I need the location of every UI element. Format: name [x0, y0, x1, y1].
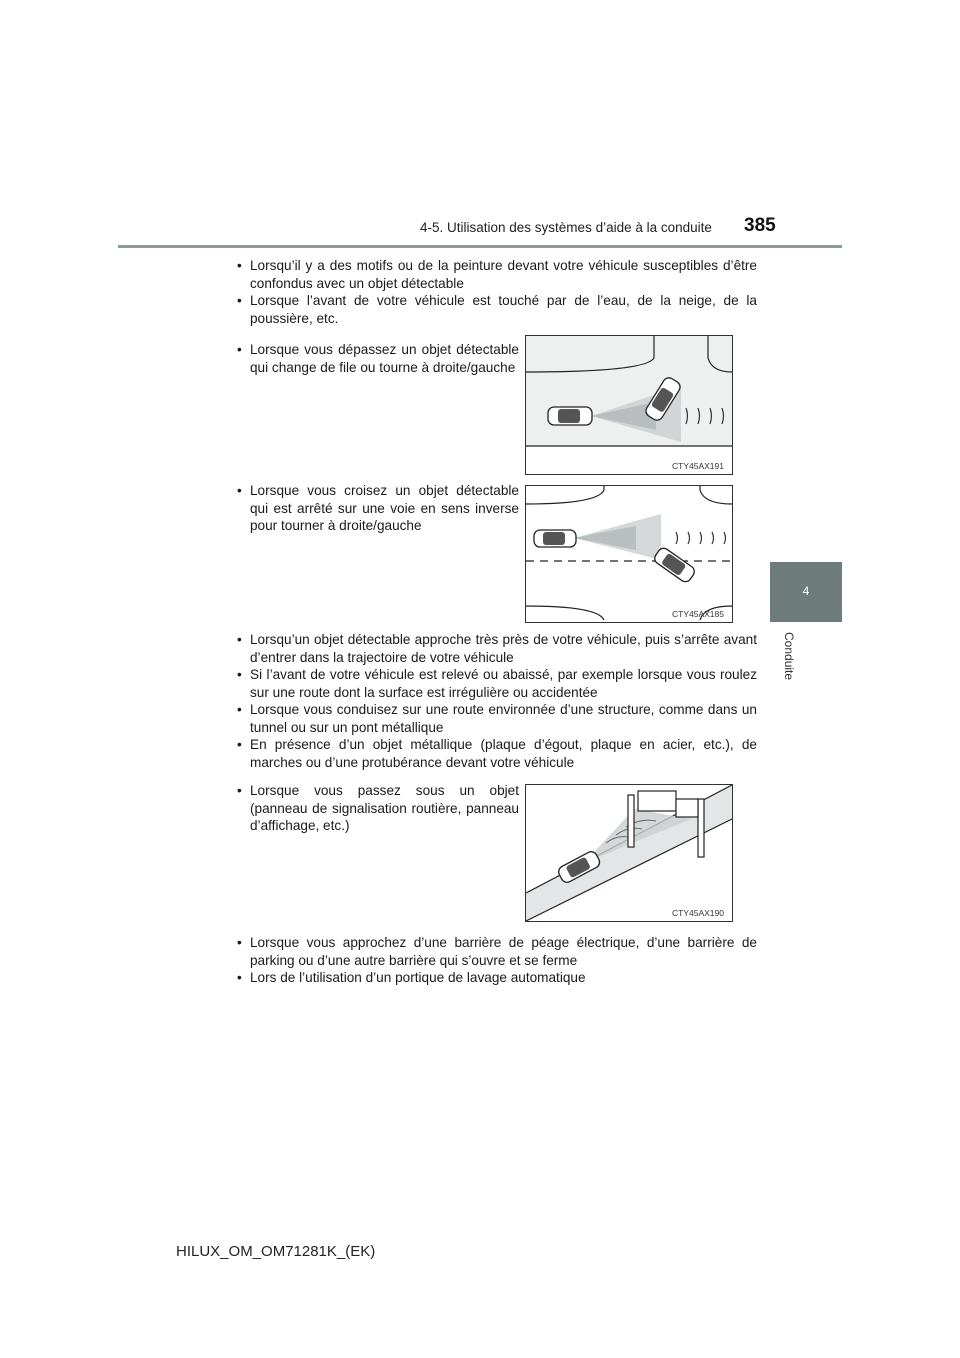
- section-title: 4-5. Utilisation des systèmes d’aide à la conduite: [420, 220, 712, 235]
- bullet-item: • Lorsqu’un objet détectable approche très près de votre véhicule, puis s’arrête avant d’entrer dans la trajectoire de votre véhicule: [237, 631, 757, 666]
- bullet-item: • Lorsqu’il y a des motifs ou de la peinture devant votre véhicule susceptibles d’être confondus avec un objet détectable: [237, 257, 757, 292]
- oncoming-vehicle-illustration: [526, 486, 732, 622]
- figure-item-text: • Lorsque vous croisez un objet détectable qui est arrêté sur une voie en sens inverse pour tourner à droite/gauche: [237, 482, 519, 535]
- header-divider: [118, 245, 842, 248]
- document-id: HILUX_OM_OM71281K_(EK): [176, 1243, 376, 1260]
- figure-item-text: • Lorsque vous passez sous un objet (panneau de signalisation routière, panneau d’affichage, etc.): [237, 782, 519, 835]
- own-vehicle-icon: [548, 407, 592, 425]
- overhead-sign-illustration: [526, 785, 732, 921]
- page-number: 385: [744, 215, 776, 236]
- chapter-tab[interactable]: [770, 562, 842, 622]
- chapter-number: 4: [802, 584, 810, 598]
- bullet-item: • Lorsque vous approchez d’une barrière de péage électrique, d’une barrière de parking ou d’une autre barrière qui s’ouvre et se ferme: [237, 934, 757, 969]
- chapter-label: [776, 632, 836, 692]
- figure-caption: CTY45AX185: [672, 609, 724, 619]
- figure-caption: CTY45AX191: [672, 461, 724, 471]
- figure-oncoming-turning-vehicle: [525, 485, 733, 623]
- passing-vehicle-illustration: [526, 336, 732, 474]
- bullet-item: • Lorsque l’avant de votre véhicule est touché par de l’eau, de la neige, de la poussière, etc.: [237, 292, 757, 327]
- target-vehicle-icon: [652, 546, 696, 584]
- bullet-item: • Lorsque vous conduisez sur une route environnée d’une structure, comme dans un tunnel ou sur un pont métallique: [237, 701, 757, 736]
- bullet-item: • En présence d’un objet métallique (plaque d’égout, plaque en acier, etc.), de marches ou d’une protubérance devant votre véhicule: [237, 736, 757, 771]
- bullet-item: • Si l’avant de votre véhicule est relevé ou abaissé, par exemple lorsque vous roulez sur une route dont la surface est irrégulière ou accidentée: [237, 666, 757, 701]
- chapter-label-text: Conduite: [782, 632, 796, 681]
- own-vehicle-icon: [534, 530, 576, 547]
- figure-caption: CTY45AX190: [672, 908, 724, 918]
- figure-passing-vehicle: [525, 335, 733, 475]
- figure-item-text: • Lorsque vous dépassez un objet détectable qui change de file ou tourne à droite/gauche: [237, 341, 519, 376]
- figure-overhead-sign: [525, 784, 733, 922]
- bullet-item: • Lors de l’utilisation d’un portique de lavage automatique: [237, 969, 757, 987]
